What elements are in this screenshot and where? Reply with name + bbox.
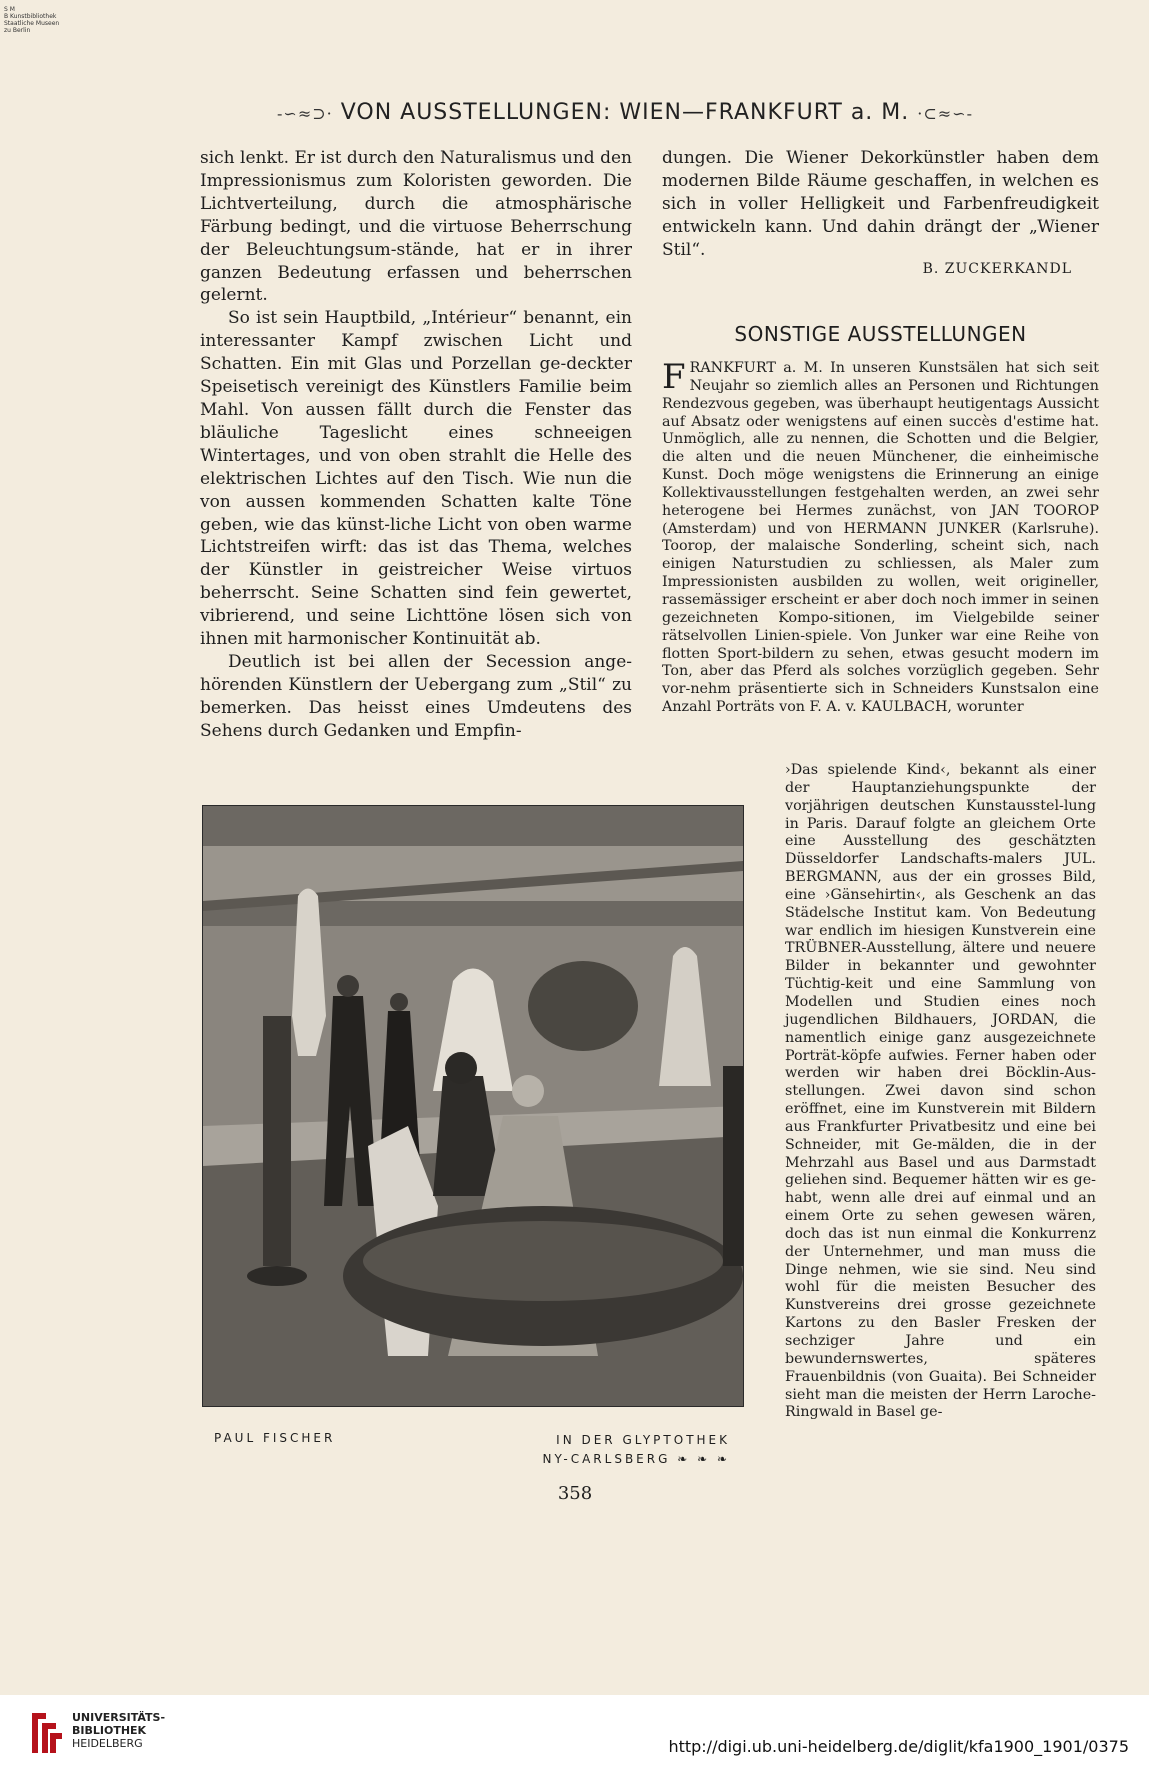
header-ornament-right: ·⊂≈∽- (917, 104, 973, 123)
university-logo-icon (28, 1709, 64, 1757)
right-column-top (662, 147, 1099, 262)
source-url-link[interactable]: http://digi.ub.uni-heidelberg.de/diglit/kfa1900_1901/0375 (668, 1737, 1129, 1756)
gallery-photograph (202, 805, 744, 1407)
header-ornament-left: -∽≈⊃· (277, 104, 333, 123)
paragraph-text: RANKFURT a. M. In unseren Kunstsälen hat sich seit Neujahr so ziemlich alles an Personen und Richtungen Rendezvous gegeben, was überhaupt heutigentags Aussicht auf Absatz oder wenigstens auf einen succès d'estime hat. Unmöglich, alle zu nennen, die Schotten und die Belgier, die alten und die neuen Münchener, die einheimische Kunst. Doch möge wenigstens die Erinnerung an einige Kollektivausstellungen festgehalten werden, an zwei sehr heterogene bei Hermes zunächst, von JAN TOOROP (Amsterdam) und von HERMANN JUNKER (Karlsruhe). Toorop, der malaische Sonderling, scheint sich, nach einigen Naturstudien zu schliessen, als Maler zum Impressionisten ausbilden zu wollen, weit origineller, rassemässiger erscheint er aber doch noch immer in seinen gezeichneten Kompo-sitionen, im Vielgebilde seiner rätselvollen Linien-spiele. Von Junker war eine Reihe von flotten Sport-bildern zu sehen, etwas gesucht modern im Ton, aber das Pferd als solches vorzüglich gegeben. Sehr vor-nehm präsentierte sich in Schneiders Kunstsalon eine Anzahl Porträts von F. A. v. KAULBACH, worunter (662, 360, 1099, 716)
paragraph (662, 357, 1099, 717)
stamp-line: S M (4, 6, 15, 13)
header-title: VON AUSSTELLUNGEN: WIEN—FRANKFURT a. M. (340, 100, 910, 125)
library-name-line: BIBLIOTHEK (72, 1724, 147, 1737)
library-name-line: UNIVERSITÄTS- (72, 1711, 166, 1724)
running-header (200, 100, 1050, 125)
paragraph: ›Das spielende Kind‹, bekannt als einer der Hauptanziehungspunkte der vorjährigen deutschen Kunstausstel-lung in Paris. Darauf folgte an gleichem Orte eine Ausstellung des geschätzten Düsseldorfer Landschafts-malers JUL. BERGMANN, aus der ein grosses Bild, eine ›Gänsehirtin‹, als Geschenk an das Städelsche Institut kam. Von Bedeutung war endlich im hiesigen Kunstverein eine TRÜBNER-Ausstellung, ältere und neuere Bilder in bekannter und gewohnter Tüchtig-keit und eine Sammlung von Modellen und Studien eines noch jugendlichen Bildhauers, JORDAN, die namentlich einige ganz ausgezeichnete Porträt-köpfe aufwies. Ferner haben oder werden wir haben drei Böcklin-Aus-stellungen. Zwei davon sind schon eröffnet, eine im Kunstverein mit Bildern aus Frankfurter Privatbesitz und eine bei Schneider, mit Ge-mälden, die in der Mehrzahl aus Basel und aus Darmstadt geliehen sind. Bequemer hätten wir es ge-habt, wenn alle drei auf einmal und an einem Orte zu sehen gewesen wären, doch das ist nun einmal die Konkurrenz der Unternehmer, und man muss die Dinge nehmen, wie sie sind. Neu sind wohl für die meisten Besucher des Kunstvereins drei grosse gezeichnete Kartons zu den Basler Fresken der sechziger Jahre und ein bewundernswertes, späteres Frauenbildnis (von Guaita). Bei Schneider sieht man die meisten der Herrn Laroche-Ringwald in Basel ge- (785, 762, 1096, 1421)
paragraph: dungen. Die Wiener Dekorkünstler haben dem modernen Bilde Räume geschaffen, in welchen es sich in voller Helligkeit und Farbenfreudigkeit entwickeln kann. Und dahin drängt der „Wiener Stil“. (662, 148, 1099, 260)
caption-line: IN DER GLYPTOTHEK (556, 1433, 730, 1447)
stamp-line: Staatliche Museen (4, 20, 60, 27)
photo-illustration (203, 806, 743, 1406)
figure-caption-artist: PAUL FISCHER (214, 1431, 336, 1445)
stamp-line: zu Berlin (4, 27, 31, 34)
paragraph: Deutlich ist bei allen der Secession ange-hörenden Künstlern der Uebergang zum „Stil“ zu bemerken. Das heisst eines Umdeutens des Sehens durch Gedanken und Empfin- (200, 651, 632, 741)
section-title: SONSTIGE AUSSTELLUNGEN (734, 322, 1027, 346)
footer-bar (0, 1695, 1149, 1779)
caption-line: NY-CARLSBERG ❧ ❧ ❧ (542, 1452, 730, 1466)
figure-caption-title (520, 1431, 730, 1469)
paragraph: sich lenkt. Er ist durch den Naturalismus und den Impressionismus zum Koloristen geworden. Die Lichtverteilung, durch die atmosphärische Färbung bedingt, und die virtuose Beherrschung der Beleuchtungsum-stände, hat er in ihrer ganzen Bedeutung erfassen und beherrschen gelernt. (200, 148, 632, 306)
library-name-line: HEIDELBERG (72, 1737, 143, 1750)
right-column-narrow (785, 762, 1096, 1422)
left-column (200, 147, 632, 743)
page-number: 358 (557, 1483, 593, 1504)
right-column-main (662, 357, 1099, 717)
drop-cap: F (662, 357, 686, 397)
library-name (72, 1711, 165, 1750)
paragraph: So ist sein Hauptbild, „Intérieur“ benannt, ein interessanter Kampf zwischen Licht und Schatten. Ein mit Glas und Porzellan ge-deckter Speisetisch vereinigt des Künstlers Familie beim Mahl. Von aussen fällt durch die Fenster das bläuliche Tageslicht eines schneeigen Wintertages, und von oben strahlt die Helle des elektrischen Lichtes auf den Tisch. Wie nun die von aussen kommenden Schatten kalte Töne geben, wie das künst-liche Licht von oben warme Lichtstreifen wirft: das ist das Thema, welches der Künstler in geistreicher Weise virtuos beherrscht. Seine Schatten sind fein gewertet, vibrierend, und seine Lichttöne lösen sich von ihnen mit harmonischer Kontinuität ab. (200, 308, 632, 650)
stamp-line: B Kunstbibliothek (4, 13, 57, 20)
author-signature: B. ZUCKERKANDL (922, 261, 1072, 277)
library-stamp (4, 6, 59, 34)
